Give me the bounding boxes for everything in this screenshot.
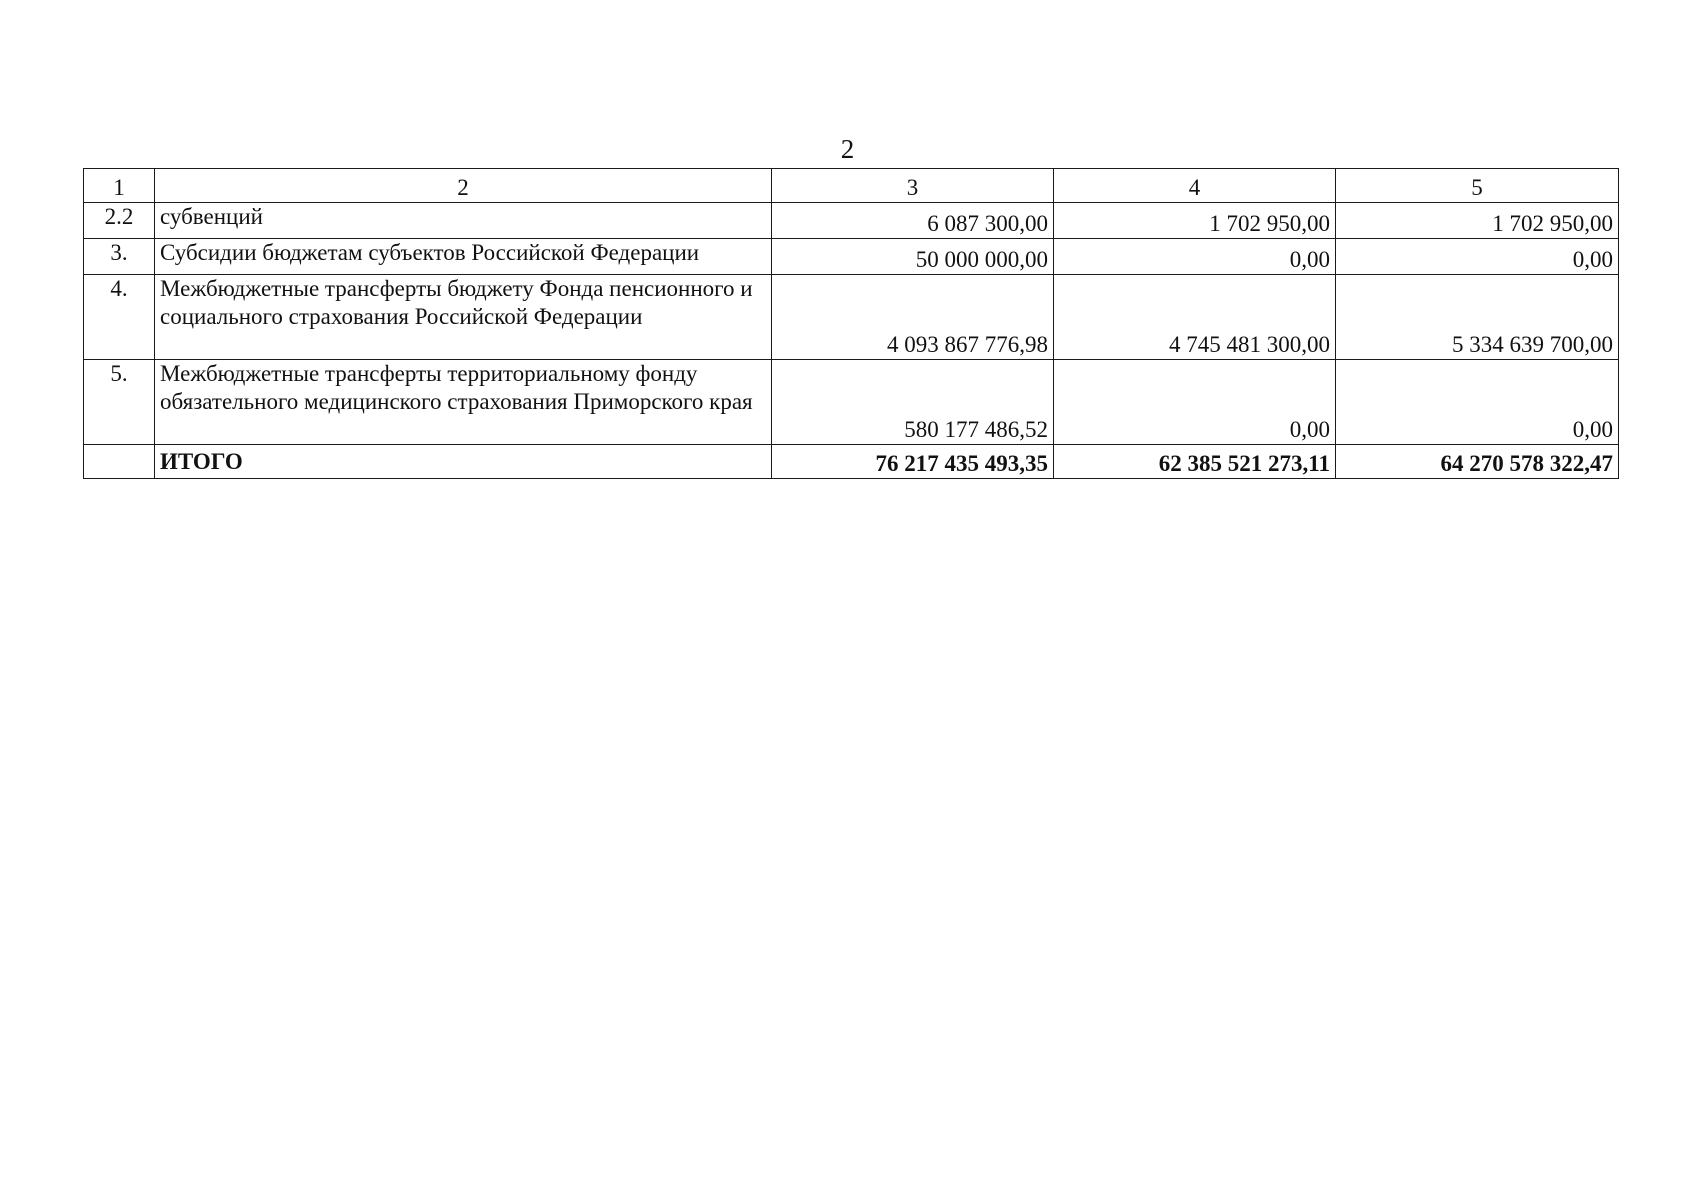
- row-value-col4: 0,00: [1054, 239, 1336, 275]
- row-value-col5: 0,00: [1336, 239, 1619, 275]
- header-cell-2: 2: [155, 169, 772, 203]
- row-value-col4: 0,00: [1054, 360, 1336, 445]
- row-value-col3: 50 000 000,00: [772, 239, 1054, 275]
- row-name: Субсидии бюджетам субъектов Российской Федерации: [155, 239, 772, 275]
- row-value-col4: 1 702 950,00: [1054, 203, 1336, 239]
- row-number: 4.: [84, 275, 155, 360]
- row-value-col4: 4 745 481 300,00: [1054, 275, 1336, 360]
- table-header-row: [84, 169, 1619, 203]
- header-cell-4: 4: [1054, 169, 1336, 203]
- table-row: [84, 360, 1619, 445]
- total-number: [84, 445, 155, 479]
- header-cell-1: 1: [84, 169, 155, 203]
- row-value-col5: 1 702 950,00: [1336, 203, 1619, 239]
- total-value-col5: 64 270 578 322,47: [1336, 445, 1619, 479]
- header-cell-5: 5: [1336, 169, 1619, 203]
- row-number: 3.: [84, 239, 155, 275]
- header-cell-3: 3: [772, 169, 1054, 203]
- table-total-row: [84, 445, 1619, 479]
- row-name: Межбюджетные трансферты территориальному фонду обязательного медицинского страхования Приморского края: [155, 360, 772, 445]
- row-name: субвенций: [155, 203, 772, 239]
- total-label: ИТОГО: [155, 445, 772, 479]
- table-row: [84, 275, 1619, 360]
- row-number: 2.2: [84, 203, 155, 239]
- row-value-col3: 580 177 486,52: [772, 360, 1054, 445]
- row-name: Межбюджетные трансферты бюджету Фонда пенсионного и социального страхования Российской Федерации: [155, 275, 772, 360]
- row-value-col3: 6 087 300,00: [772, 203, 1054, 239]
- page-number: 2: [840, 134, 855, 164]
- budget-table: [83, 168, 1619, 479]
- row-value-col5: 5 334 639 700,00: [1336, 275, 1619, 360]
- total-value-col4: 62 385 521 273,11: [1054, 445, 1336, 479]
- table-row: [84, 203, 1619, 239]
- row-value-col3: 4 093 867 776,98: [772, 275, 1054, 360]
- table-row: [84, 239, 1619, 275]
- row-value-col5: 0,00: [1336, 360, 1619, 445]
- total-value-col3: 76 217 435 493,35: [772, 445, 1054, 479]
- row-number: 5.: [84, 360, 155, 445]
